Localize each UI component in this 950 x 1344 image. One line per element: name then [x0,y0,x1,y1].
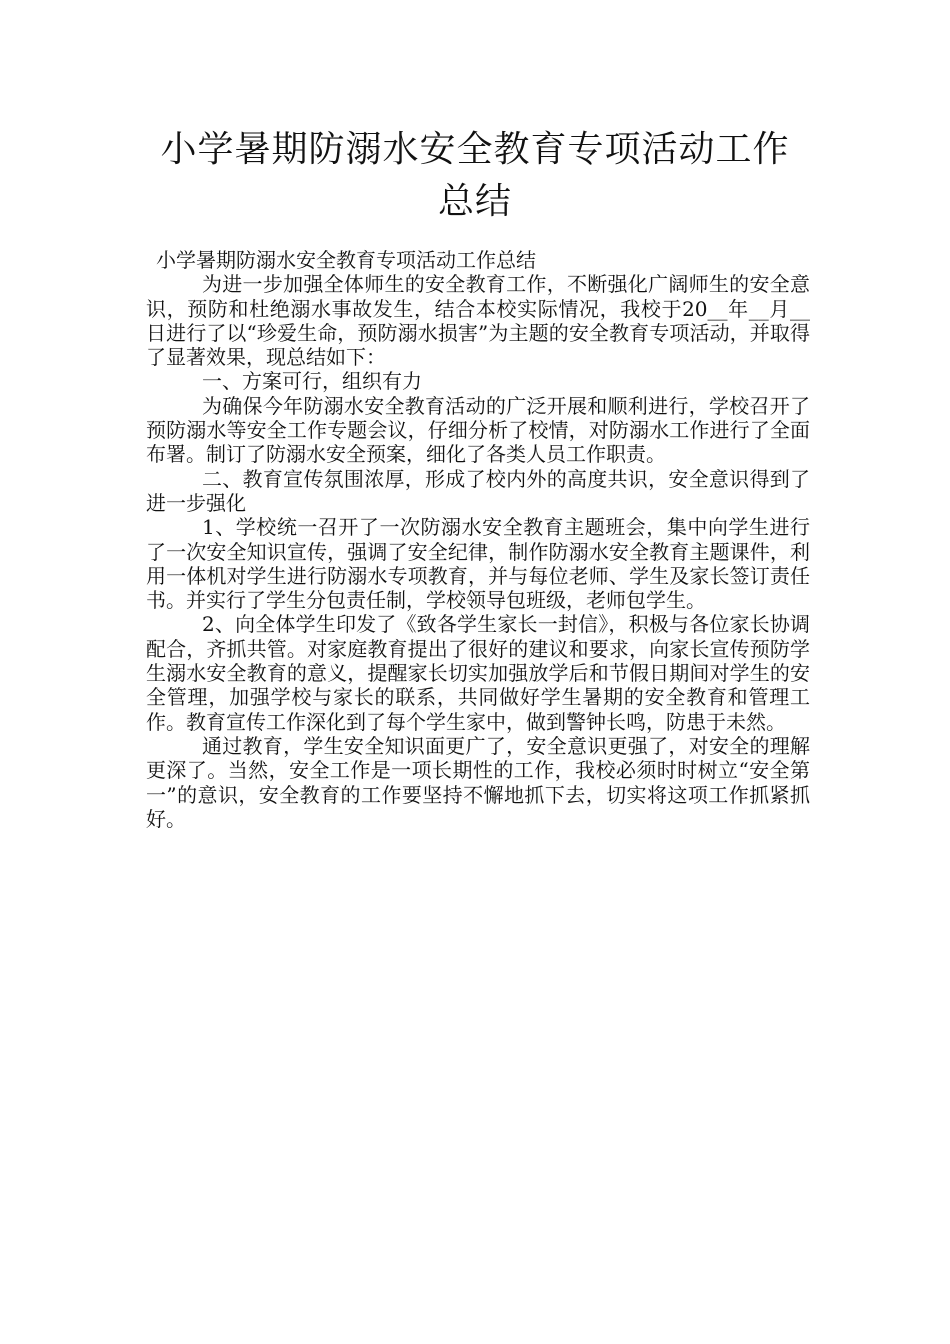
paragraph-intro: 为进一步加强全体师生的安全教育工作，不断强化广阔师生的安全意识，预防和杜绝溺水事故发生，结合本校实际情况，我校于20__年__月__日进行了以“珍爱生命，预防溺水损害”为主题的安全教育专项活动，并取得了显著效果，现总结如下： [146,272,810,370]
document-title: 小学暑期防溺水安全教育专项活动工作总结 [160,129,790,222]
paragraph-conclusion: 通过教育，学生安全知识面更广了，安全意识更强了，对安全的理解更深了。当然，安全工作是一项长期性的工作，我校必须时时树立“安全第一”的意识，安全教育的工作要坚持不懈地抓下去，切实将这项工作抓紧抓好。 [146,733,810,831]
document-subtitle: 小学暑期防溺水安全教育专项活动工作总结 [156,248,536,272]
paragraph-item-2: 2、向全体学生印发了《致各学生家长一封信》，积极与各位家长协调配合，齐抓共管。对家庭教育提出了很好的建议和要求，向家长宣传预防学生溺水安全教育的意义，提醒家长切实加强放学后和节假日期间对学生的安全管理，加强学校与家长的联系，共同做好学生暑期的安全教育和管理工作。教育宣传工作深化到了每个学生家中，做到警钟长鸣，防患于未然。 [146,612,810,734]
section-heading-1: 一、方案可行，组织有力 [202,369,422,394]
document-body [146,248,810,831]
section-heading-2: 二、教育宣传氛围浓厚，形成了校内外的高度共识，安全意识得到了进一步强化 [146,466,810,515]
paragraph-item-1: 1、学校统一召开了一次防溺水安全教育主题班会，集中向学生进行了一次安全知识宣传，强调了安全纪律，制作防溺水安全教育主题课件，利用一体机对学生进行防溺水专项教育，并与每位老师、学生及家长签订责任书。并实行了学生分包责任制，学校领导包班级，老师包学生。 [146,515,810,613]
paragraph-section-1: 为确保今年防溺水安全教育活动的广泛开展和顺利进行，学校召开了预防溺水等安全工作专题会议，仔细分析了校情，对防溺水工作进行了全面布署。制订了防溺水安全预案，细化了各类人员工作职责。 [146,393,810,467]
